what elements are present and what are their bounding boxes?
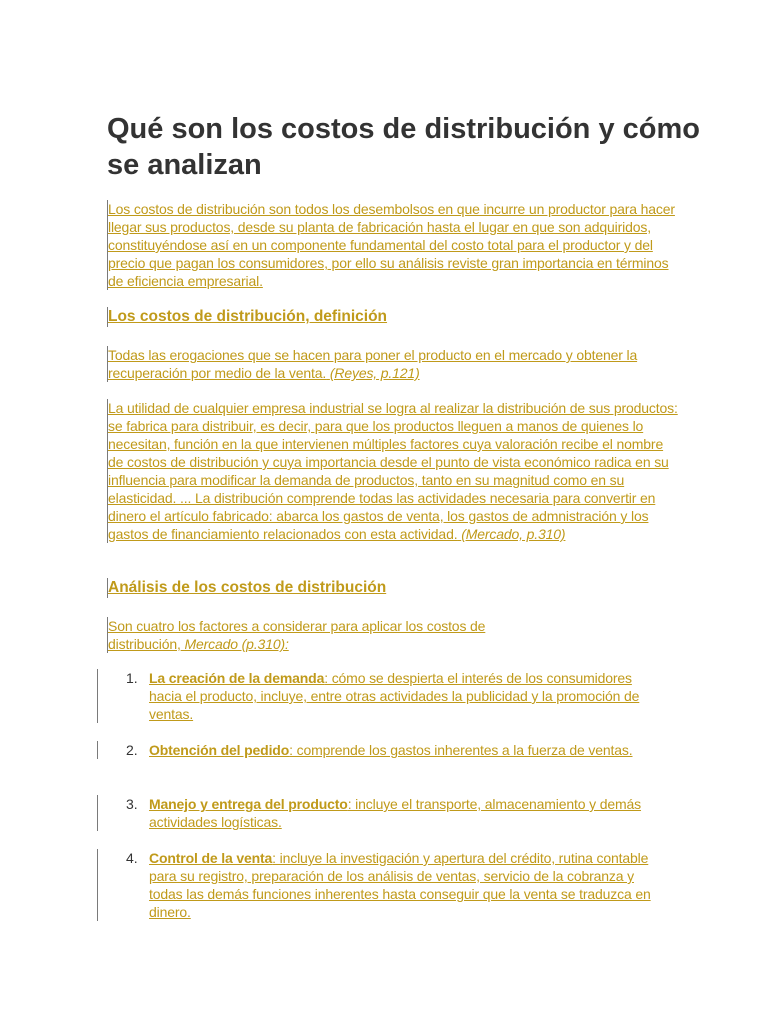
- list-item-text[interactable]: [149, 849, 659, 921]
- factors-intro-text: Son cuatro los factores a considerar para aplicar los costos de distribución,: [108, 618, 486, 652]
- page-title: Qué son los costos de distribución y cómo se analizan: [107, 113, 700, 181]
- list-item-term: La creación de la demanda: [149, 670, 325, 686]
- list-item-number: 4.: [126, 850, 138, 866]
- list-item-description: : cómo se despierta el interés de los consumidores hacia el producto, incluye, entre otras actividades la publicidad y la promoción de ventas.: [149, 670, 640, 722]
- utility-paragraph[interactable]: [108, 399, 678, 543]
- section-analysis-heading-block[interactable]: [107, 578, 678, 598]
- list-item-number: 2.: [126, 742, 138, 758]
- list-item-text[interactable]: [149, 669, 659, 723]
- list-item-term: Control de la venta: [149, 850, 273, 866]
- list-item[interactable]: [97, 741, 678, 759]
- list-item[interactable]: [97, 849, 678, 921]
- section-definition-heading[interactable]: Los costos de distribución, definición: [108, 308, 388, 325]
- definition-quote-block[interactable]: [107, 346, 678, 382]
- list-item-description: : incluye la investigación y apertura del crédito, rutina contable para su registro, preparación de los análisis de ventas, servicio de la cobranza y todas las demás funciones inherentes hasta conseguir que la venta se traduzca en dinero.: [149, 850, 651, 920]
- section-analysis-heading[interactable]: Análisis de los costos de distribución: [108, 579, 387, 596]
- section-definition-heading-block[interactable]: [107, 307, 678, 327]
- definition-quote-text: Todas las erogaciones que se hacen para poner el producto en el mercado y obtener la recuperación por medio de la venta.: [108, 347, 638, 381]
- list-item[interactable]: [97, 669, 678, 723]
- utility-paragraph-text: La utilidad de cualquier empresa industrial se logra al realizar la distribución de sus productos: se fabrica para distribuir, es decir, para que los productos lleguen a manos de quienes lo necesitan, función en la que intervienen múltiples factores cuya valoración recibe el nombre de costos de distribución y cuya importancia desde el punto de vista económico radica en su influencia para modificar la demanda de productos, tanto en su magnitud como en su elasticidad. ... La distribución comprende todas las actividades necesaria para convertir en dinero el artículo fabricado: abarca los gastos de venta, los gastos de admnistración y los gastos de financiamiento relacionados con esta actividad.: [108, 400, 678, 542]
- list-item-term: Obtención del pedido: [149, 742, 290, 758]
- intro-paragraph[interactable]: Los costos de distribución son todos los desembolsos en que incurre un productor para hacer llegar sus productos, desde su planta de fabricación hasta el lugar en que son adquiridos, constituyéndose así en un componente fundamental del costo total para el productor y del precio que pagan los consumidores, por ello su análisis reviste gran importancia en términos de eficiencia empresarial.: [108, 201, 675, 289]
- list-item-description: : incluye el transporte, almacenamiento y demás actividades logísticas.: [149, 796, 642, 830]
- list-item[interactable]: [97, 795, 678, 831]
- list-item-number: 3.: [126, 796, 138, 812]
- utility-paragraph-block[interactable]: [107, 399, 678, 543]
- factors-intro-citation: Mercado (p.310):: [184, 636, 289, 652]
- intro-block[interactable]: [107, 200, 678, 290]
- definition-quote[interactable]: [108, 346, 678, 382]
- list-item-term: Manejo y entrega del producto: [149, 796, 348, 812]
- definition-quote-citation: (Reyes, p.121): [329, 365, 420, 381]
- list-item-text[interactable]: [149, 741, 659, 759]
- factors-intro[interactable]: [108, 617, 548, 653]
- list-item-number: 1.: [126, 670, 138, 686]
- factors-intro-block[interactable]: [107, 617, 548, 653]
- list-item-description: : comprende los gastos inherentes a la fuerza de ventas.: [289, 742, 633, 758]
- utility-paragraph-citation: (Mercado, p.310): [461, 526, 566, 542]
- list-item-text[interactable]: [149, 795, 659, 831]
